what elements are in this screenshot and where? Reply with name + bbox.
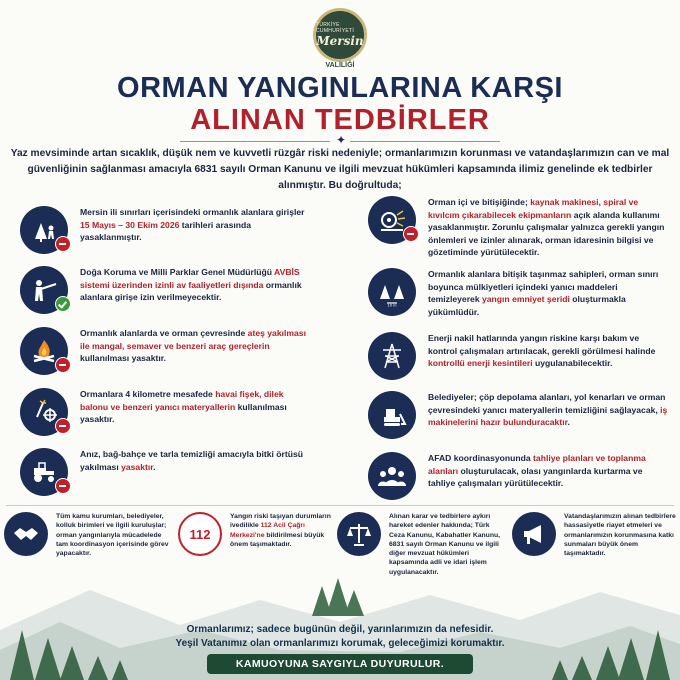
prohibited-badge-icon	[55, 478, 71, 494]
mersin-governorship-seal	[313, 8, 367, 62]
people-group-icon	[368, 452, 416, 500]
handshake-icon	[4, 512, 48, 556]
left-item-2-text: Doğa Koruma ve Milli Parklar Genel Müdürlüğü AVBİS sistemi üzerinden izinli av faaliyetleri dışında ormanlık alanlara girişe izin verilmeyecektir.	[80, 267, 302, 302]
fireworks-icon	[20, 388, 68, 436]
title-divider-right	[350, 141, 500, 142]
left-item-4	[20, 388, 310, 436]
bulldozer-icon	[368, 391, 416, 439]
right-item-5	[368, 452, 668, 500]
bottom-item-3-text: Alınan karar ve tedbirlere aykırı hareket edenler hakkında; Türk Ceza Kanunu, Kabahatler Kanunu, 6831 sayılı Orman Kanunu ve ilgili diğer mevzuat hükümleri kapsamında adli ve idari işlem uygulanacaktır.	[389, 513, 501, 576]
right-item-5-text: AFAD koordinasyonunda tahliye planları ve toplanma alanları oluşturulacak, olası yangınlarda kurtarma ve tahliye çalışmaları yürütülecektir.	[428, 453, 646, 488]
phone-112-icon	[178, 512, 222, 556]
left-item-2	[20, 266, 310, 314]
bottom-item-1	[4, 512, 169, 558]
megaphone-icon	[512, 512, 556, 556]
right-item-1-text: Orman içi ve bitişiğinde; kaynak makinesi, spiral ve kıvılcım çıkarabilecek ekipmanların açık alanda kullanımı yasaklanmıştır. Zorunlu çalışmalar yalnızca gerekli yangın önlemleri ve izinler alınarak, orman idaresinin bilgisi ve gözetiminde yürütülecektir.	[428, 197, 665, 257]
campfire-icon	[20, 327, 68, 375]
hunter-icon	[20, 266, 68, 314]
emergency-number: 112	[189, 526, 211, 542]
right-item-2	[368, 268, 668, 318]
right-item-2-text: Ormanlık alanlara bitişik taşınmaz sahipleri, orman sınırı boyunca mülkiyetleri içindeki yanıcı maddeleri temizleyerek yangın emniyet şeridi oluşturmakla yükümlüdür.	[428, 269, 659, 317]
right-item-3	[368, 332, 668, 380]
bottom-item-4-text: Vatandaşlarımızın alınan tedbirlere hassasiyetle riayet etmeleri ve ormanlarımızın korunmasına katkı sunmaları büyük önem taşımaktadır.	[564, 513, 676, 558]
seal-name: Mersin	[316, 34, 364, 48]
closing-line-2: Yeşil Vatanımız olan ormanlarımızı korumak, geleceğimizi korumaktır.	[175, 638, 505, 649]
seal-top-text: TÜRKİYE CUMHURİYETİ	[316, 22, 355, 34]
bottom-item-1-text: Tüm kamu kurumları, belediyeler, kolluk birimleri ve ilgili kuruluşlar; orman yangınlarıyla mücadelede tam koordinasyon içerisinde görev yapacaktır.	[56, 513, 169, 558]
closing-message	[0, 623, 680, 651]
prohibited-badge-icon	[55, 418, 71, 434]
closing-line-1: Ormanlarımız; sadece bugünün değil, yarınlarımızın da nefesidir.	[186, 624, 494, 635]
left-item-1-text: Mersin ili sınırları içerisindeki ormanlık alanlara girişler 15 Mayıs – 30 Ekim 2026 tarihleri arasında yasaklanmıştır.	[80, 207, 305, 242]
public-announcement-banner: KAMUOYUNA SAYGIYLA DUYURULUR.	[207, 654, 473, 674]
page-title-line2: ALINAN TEDBİRLER	[190, 104, 490, 136]
left-item-5	[20, 448, 310, 496]
left-item-3-text: Ormanlık alanlarda ve orman çevresinde ateş yakılması ile mangal, semaver ve benzeri araç gereçlerin kullanılması yasaktır.	[80, 328, 306, 363]
page-title-line1: ORMAN YANGINLARINA KARŞI	[117, 72, 563, 104]
forest-entry-icon	[20, 206, 68, 254]
grinder-sparks-icon	[368, 196, 416, 244]
firebreak-trees-icon	[368, 268, 416, 316]
bottom-item-2-text: Yangın riski taşıyan durumların ivedilikle 112 Acil Çağrı Merkezi'ne bildirilmesi büyük önem taşımaktadır.	[230, 513, 331, 548]
power-tower-icon	[368, 332, 416, 380]
tractor-icon	[20, 448, 68, 496]
bottom-item-2	[178, 512, 338, 556]
prohibited-badge-icon	[55, 357, 71, 373]
section-divider	[6, 505, 674, 506]
seal-caption: VALİLİĞİ	[325, 62, 355, 69]
title-divider-left	[180, 141, 330, 142]
bottom-item-4	[512, 512, 676, 558]
left-item-4-text: Ormanlara 4 kilometre mesafede havai fişek, dilek balonu ve benzeri yanıcı materyallerin kullanılması yasaktır.	[80, 389, 287, 424]
prohibited-badge-icon	[55, 236, 71, 252]
left-item-3	[20, 327, 310, 375]
right-item-3-text: Enerji nakil hatlarında yangın riskine karşı bakım ve kontrol çalışmaları artırılacak, gerekli görülmesi halinde kontrollü enerji kesintileri uygulanabilecektir.	[428, 333, 656, 368]
distance-label: 10 m	[387, 302, 397, 307]
intro-paragraph: Yaz mevsiminde artan sıcaklık, düşük nem ve kuvvetli rüzgâr riski nedeniyle; ormanlarımızın korunması ve vatandaşlarımızın can ve mal güvenliğinin sağlanması amacıyla 6831 sayılı Orman Kanunu ve ilgili mevzuat hükümleri kapsamında ilimiz genelinde ek tedbirler alınmıştır. Bu doğrultuda;	[10, 148, 670, 191]
right-item-4	[368, 391, 668, 439]
approved-check-icon	[55, 296, 71, 312]
left-item-5-text: Anız, bağ-bahçe ve tarla temizliği amacıyla bitki örtüsü yakılması yasaktır.	[80, 449, 304, 472]
scales-of-justice-icon	[337, 512, 381, 556]
prohibited-badge-icon	[403, 226, 419, 242]
right-item-4-text: Belediyeler; çöp depolama alanları, yol kenarları ve orman çevresindeki yanıcı materyallerin temizliğini sağlayacak, iş makinelerini hazır bulunduracaktır.	[428, 392, 668, 427]
right-item-1	[368, 196, 668, 259]
left-item-1	[20, 206, 310, 254]
star-icon: ✦	[336, 133, 347, 147]
